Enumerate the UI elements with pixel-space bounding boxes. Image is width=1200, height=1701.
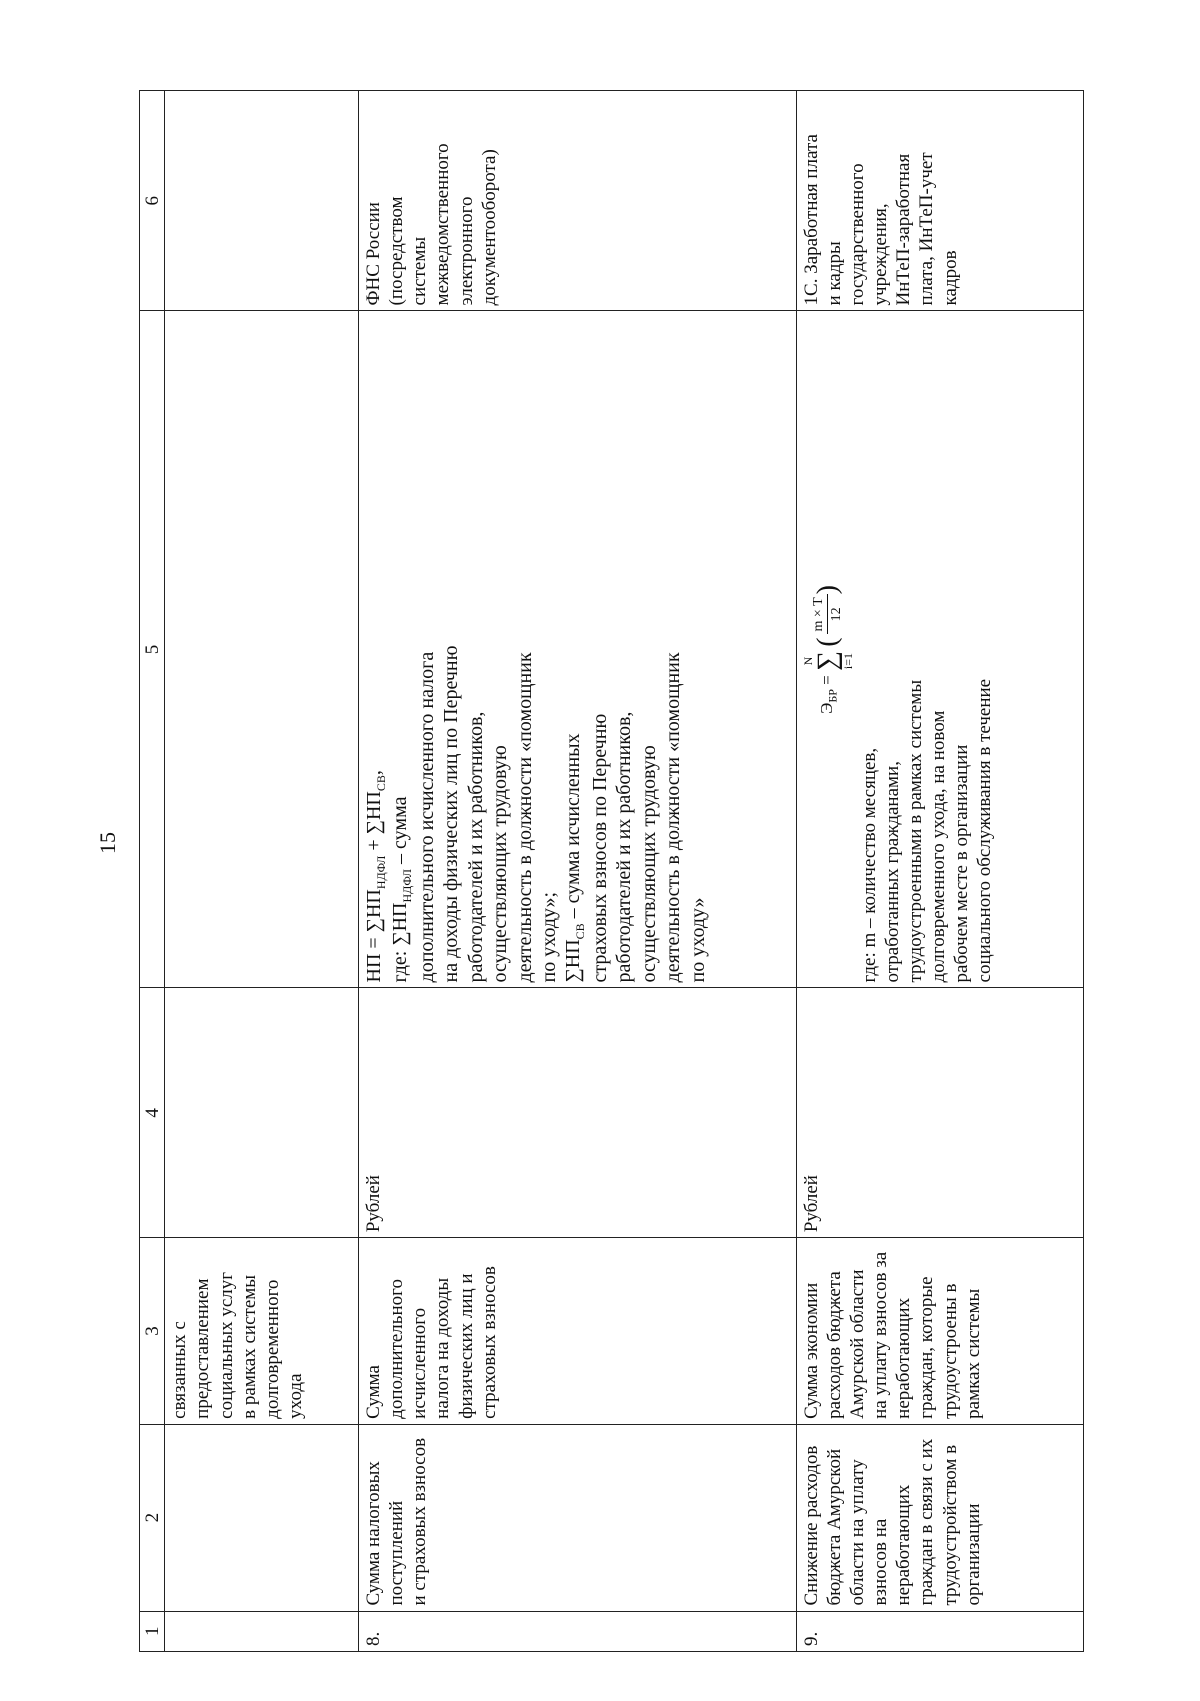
formula-subscript: НДФЛ <box>373 855 388 890</box>
row8-description-line: деятельность в должности «помощник <box>662 652 685 983</box>
row8-description-line: по уходу» <box>686 897 709 983</box>
row8-source-line: ФНС России <box>362 202 384 306</box>
row7-definition-line: ухода <box>285 1373 307 1419</box>
row9-definition-line: трудоустроены в <box>939 1283 961 1419</box>
row8-definition <box>358 1238 796 1425</box>
row9-number: 9. <box>796 1611 1083 1651</box>
header-col-2: 2 <box>140 1424 165 1611</box>
row9-source-line: учреждения, <box>870 203 892 306</box>
row8-definition-line: Сумма <box>362 1365 384 1419</box>
formula-part: , <box>362 770 385 776</box>
row7-definition-line: предоставлением <box>192 1278 214 1419</box>
row7-formula <box>165 311 359 988</box>
row7-definition-line: в рамках системы <box>238 1274 260 1419</box>
row9-definition-line: граждан, которые <box>916 1276 938 1419</box>
row9-indicator-line: трудоустройством в <box>939 1444 961 1606</box>
formula-part: = <box>816 671 836 690</box>
row8-number: 8. <box>358 1611 796 1651</box>
row9-indicator-line: Снижение расходов <box>800 1445 822 1606</box>
row9-definition-line: рамках системы <box>962 1288 984 1419</box>
row8-unit: Рублей <box>358 988 796 1238</box>
row7-definition <box>165 1238 359 1425</box>
row7-definition-line: социальных услуг <box>215 1271 237 1419</box>
row9-indicator-line: бюджета Амурской <box>823 1448 845 1606</box>
fraction-numerator: m × T <box>810 594 828 634</box>
formula-part: Э <box>816 702 836 714</box>
row8-description-line: дополнительного исчисленного налога <box>416 651 439 983</box>
row8-definition-line: исчисленного <box>409 1307 431 1419</box>
row9-indicator-line: области на уплату <box>846 1459 868 1606</box>
row9-source-line: ИнТеП-заработная <box>893 153 915 306</box>
fraction-denominator: 12 <box>829 607 845 622</box>
table-row-7-continuation <box>165 91 359 1652</box>
row8-source-line: электронного <box>455 196 477 306</box>
row9-indicator-line: взносов на <box>870 1518 892 1606</box>
row8-source-line: системы <box>409 236 431 306</box>
row9-definition <box>796 1238 1083 1425</box>
formula-part: ∑НП <box>562 939 585 983</box>
row9-source-line: 1С. Заработная плата <box>800 134 822 306</box>
row8-formula <box>362 316 389 982</box>
header-col-6: 6 <box>140 91 165 311</box>
formula-subscript: БР <box>824 689 839 703</box>
row9-description-line: социального обслуживания в течение <box>974 678 996 983</box>
row9-indicator-line: организации <box>962 1503 984 1606</box>
row9-formula <box>800 316 858 982</box>
row9-definition-line: расходов бюджета <box>823 1271 845 1419</box>
row9-definition-line: неработающих <box>893 1297 915 1419</box>
row9-indicator-line: граждан в связи с их <box>916 1438 938 1606</box>
row8-indicator <box>358 1424 796 1611</box>
header-col-1: 1 <box>140 1611 165 1651</box>
row8-definition-line: налога на доходы <box>432 1277 454 1419</box>
formula-subscript: СВ <box>373 775 388 792</box>
formula-subscript: СВ <box>573 923 588 940</box>
row8-description-line: работодателей и их работников, <box>464 711 487 983</box>
rotated-table-sheet <box>139 90 1084 1652</box>
row9-source-line: государственного <box>846 163 868 306</box>
row9-unit: Рублей <box>796 988 1083 1238</box>
formula-part: где: ∑НП <box>389 902 412 983</box>
row8-where-1 <box>388 316 415 982</box>
formula-part: НП = ∑НП <box>362 889 385 983</box>
formula-subscript: НДФЛ <box>400 868 415 903</box>
row8-description-line: деятельность в должности «помощник <box>513 652 536 983</box>
row9-source-line: плата, ИнТеП-учет <box>916 152 938 306</box>
row8-formula-cell <box>358 311 796 988</box>
row7-definition-line: связанных с <box>169 1321 191 1419</box>
row8-source-line: (посредством <box>386 196 408 306</box>
sum-lower-limit: i=1 <box>840 652 855 670</box>
row8-where-2 <box>561 316 588 982</box>
row9-source-line: и кадры <box>823 241 845 306</box>
row7-definition-line: долговременного <box>261 1279 283 1419</box>
header-col-3: 3 <box>140 1238 165 1425</box>
formula-part: + ∑НП <box>362 791 385 856</box>
header-col-5: 5 <box>140 311 165 988</box>
row8-definition-line: страховых взносов <box>478 1266 500 1419</box>
summation-sign <box>802 651 854 671</box>
row8-description-line: работодателей и их работников, <box>613 711 636 983</box>
row7-source <box>165 91 359 311</box>
row9-formula-cell <box>796 311 1083 988</box>
page-number: 15 <box>95 832 120 854</box>
row9-description-line: отработанных гражданами, <box>881 761 903 983</box>
row9-description-line: где: m – количество месяцев, <box>858 747 880 983</box>
row9-source <box>796 91 1083 311</box>
row9-description-line: долговременного ухода, на новом <box>928 710 950 983</box>
row8-description-line: по уходу»; <box>538 891 561 983</box>
row9-definition-line: на уплату взносов за <box>870 1251 892 1419</box>
row9-source-line: кадров <box>939 250 961 306</box>
row8-source-line: межведомственного <box>432 143 454 306</box>
row8-indicator-line: Сумма налоговых <box>362 1461 384 1606</box>
formula-part: – сумма исчисленных <box>562 733 585 924</box>
formula-paren: ( <box>811 637 843 647</box>
row9-definition-line: Амурской области <box>846 1269 868 1419</box>
sum-symbol: ∑ <box>811 651 843 671</box>
row8-indicator-line: и страховых взносов <box>409 1437 431 1606</box>
row7-indicator <box>165 1424 359 1611</box>
row8-indicator-line: поступлений <box>386 1500 408 1606</box>
row8-description-line: страховых взносов по Перечню <box>589 713 612 983</box>
row8-description-line: осуществляющих трудовую <box>489 745 512 983</box>
row9-indicator-line: неработающих <box>893 1484 915 1606</box>
row8-description-line: осуществляющих трудовую <box>637 745 660 983</box>
row8-source-line: документооборота) <box>478 149 500 306</box>
header-col-4: 4 <box>140 988 165 1238</box>
row9-definition-line: Сумма экономии <box>800 1282 822 1419</box>
formula-part: – сумма <box>389 796 412 869</box>
row9-indicator <box>796 1424 1083 1611</box>
row8-definition-line: физических лиц и <box>455 1273 477 1419</box>
table-row-8 <box>358 91 796 1652</box>
row7-unit <box>165 988 359 1238</box>
table-header-row <box>140 91 165 1652</box>
table-row-9 <box>796 91 1083 1652</box>
indicators-table <box>139 90 1084 1652</box>
row7-number <box>165 1611 359 1651</box>
row9-description-line: трудоустроенными в рамках системы <box>904 679 926 983</box>
row8-description-line: на доходы физических лиц по Перечню <box>440 645 463 983</box>
row9-description-line: рабочем месте в организации <box>951 744 973 983</box>
row8-definition-line: дополнительного <box>386 1279 408 1419</box>
fraction <box>810 594 845 634</box>
row8-source <box>358 91 796 311</box>
sum-upper-limit: N <box>800 656 815 666</box>
formula-paren: ) <box>811 585 843 595</box>
